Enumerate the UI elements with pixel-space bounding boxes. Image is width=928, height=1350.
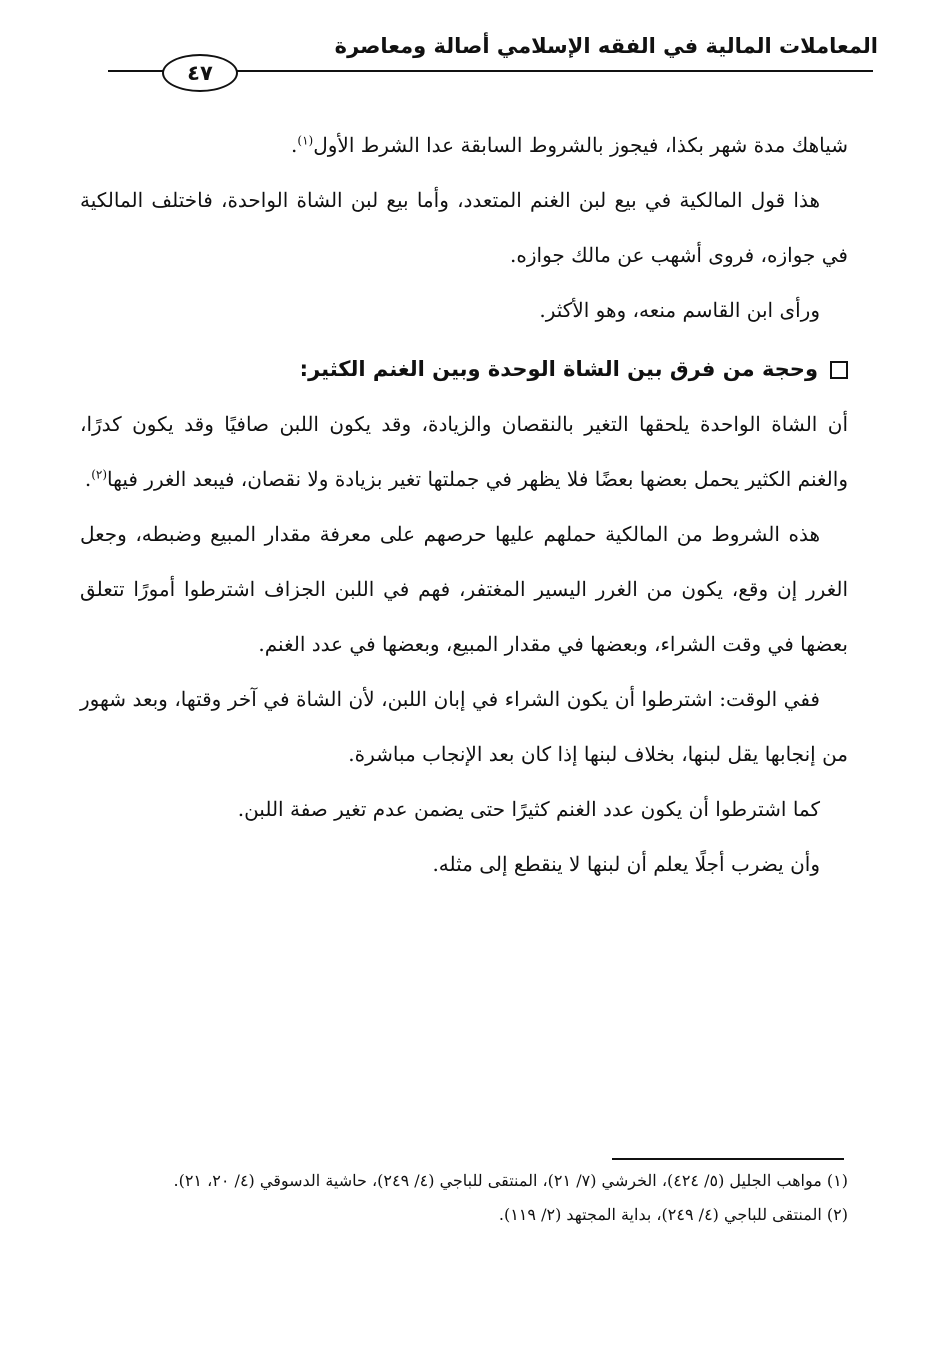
page-header bbox=[0, 0, 928, 110]
header-rule bbox=[108, 70, 168, 72]
square-bullet-icon bbox=[830, 361, 848, 379]
heading-text: وحجة من فرق بين الشاة الوحدة وبين الغنم الكثير: bbox=[299, 357, 818, 381]
page-number: ٤٧ bbox=[187, 61, 213, 85]
running-title: المعاملات المالية في الفقه الإسلامي أصالة ومعاصرة bbox=[334, 34, 878, 58]
page-number-oval bbox=[162, 54, 238, 92]
footnote-2: (٢) المنتقى للباجي (٤/ ٢٤٩)، بداية المجتهد (٢/ ١١٩). bbox=[498, 1205, 848, 1224]
footnote-1: (١) مواهب الجليل (٥/ ٤٢٤)، الخرشي (٧/ ٢١)، المنتقى للباجي (٤/ ٢٤٩)، حاشية الدسوقي (٤/ ٢٠، ٢١). bbox=[173, 1171, 848, 1190]
header-rule bbox=[228, 70, 873, 72]
paragraph: أن الشاة الواحدة يلحقها التغير بالنقصان والزيادة، وقد يكون اللبن صافيًا وقد يكون كدرًا، والغنم الكثير يحمل بعضها بعضًا فلا يظهر في جملتها تغير بزيادة ولا نقصان، فيبعد الغرر فيها$^{(٢)}$. bbox=[80, 412, 848, 491]
paragraph: وأن يضرب أجلًا يعلم أن لبنها لا ينقطع إلى مثله. bbox=[432, 852, 820, 876]
footnote-ref[interactable]: (١) bbox=[297, 133, 314, 148]
footnote-ref[interactable]: (٢) bbox=[91, 467, 108, 482]
paragraph: ففي الوقت: اشترطوا أن يكون الشراء في إبان اللبن، لأن الشاة في آخر وقتها، وبعد شهور من إنجابها يقل لبنها، بخلاف لبنها إذا كان بعد الإنجاب مباشرة. bbox=[80, 687, 848, 766]
footnotes bbox=[80, 1166, 848, 1234]
paragraph: ورأى ابن القاسم منعه، وهو الأكثر. bbox=[539, 298, 820, 322]
paragraph: كما اشترطوا أن يكون عدد الغنم كثيرًا حتى يضمن عدم تغير صفة اللبن. bbox=[237, 797, 820, 821]
paragraph: هذا قول المالكية في بيع لبن الغنم المتعدد، وأما بيع لبن الشاة الواحدة، فاختلف المالكية في جوازه، فروى أشهب عن مالك جوازه. bbox=[80, 188, 848, 267]
main-text bbox=[80, 118, 848, 892]
paragraph: شياهك مدة شهر بكذا، فيجوز بالشروط السابقة عدا الشرط الأول$^{(١)}$. bbox=[291, 133, 848, 157]
paragraph: هذه الشروط من المالكية حملهم عليها حرصهم على معرفة مقدار المبيع وضبطه، وجعل الغرر إن وقع، يكون من الغرر اليسير المغتفر، فهم في اللبن الجزاف اشترطوا أمورًا تتعلق بعضها في وقت الشراء، وبعضها في مقدار المبيع، وبعضها في عدد الغنم. bbox=[80, 522, 848, 656]
section-heading bbox=[80, 342, 848, 397]
footnote-separator bbox=[612, 1158, 844, 1160]
